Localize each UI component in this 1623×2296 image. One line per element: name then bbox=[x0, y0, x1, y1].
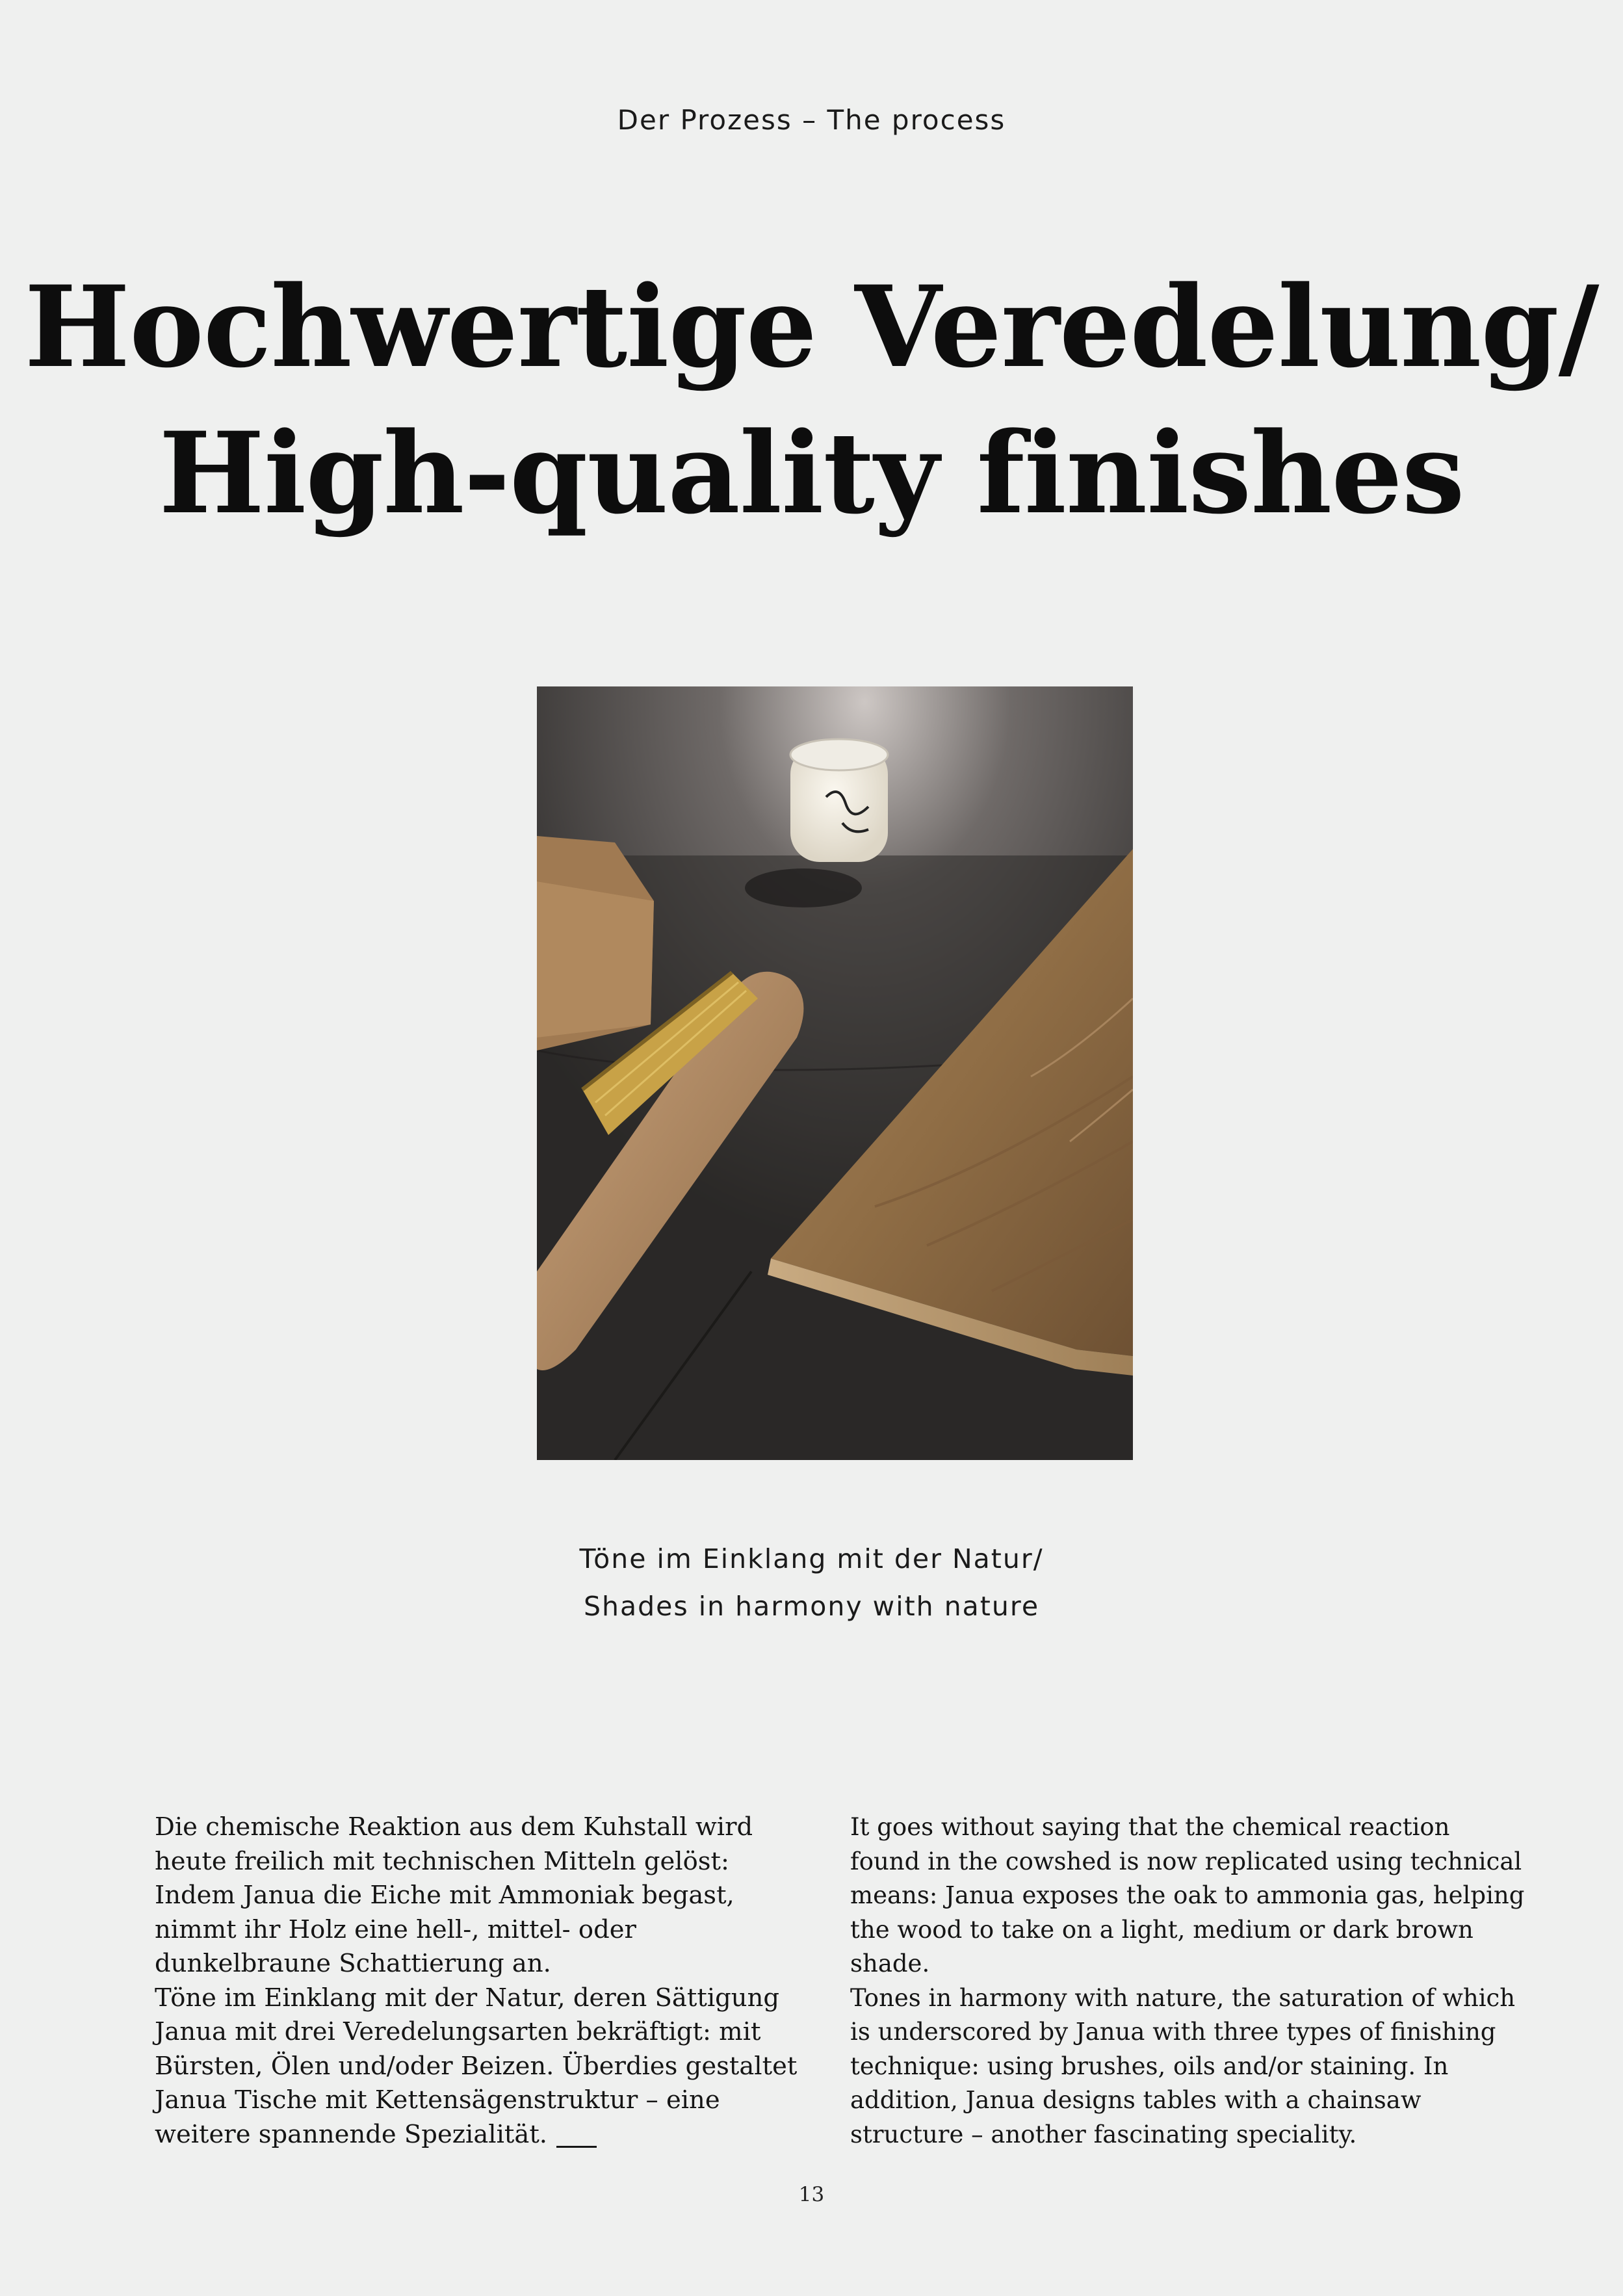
page-title bbox=[0, 254, 1623, 546]
body-column-english bbox=[850, 1810, 1526, 2152]
title-line-english: High-quality finishes bbox=[159, 407, 1464, 539]
oil-jar-shadow bbox=[745, 868, 862, 907]
paragraph-german-1: Die chemische Reaktion aus dem Kuhstall wird heute freilich mit technischen Mitteln gelöst: Indem Janua die Eiche mit Ammoniak begast, nimmt ihr Holz eine hell-, mittel- oder dunkelbraune Schattierung an. bbox=[155, 1812, 753, 1978]
product-photo bbox=[537, 686, 1133, 1460]
end-mark-line bbox=[556, 2146, 597, 2148]
section-kicker: Der Prozess – The process bbox=[617, 104, 1006, 136]
paragraph-english-1: It goes without saying that the chemical reaction found in the cowshed is now replicated using technical means: Janua exposes the oak to ammonia gas, helping the wood to take on a light, medium or dark brown shade. bbox=[850, 1813, 1525, 1977]
paragraph-english-2: Tones in harmony with nature, the saturation of which is underscored by Janua with three types of finishing technique: using brushes, oils and/or staining. In addition, Janua designs tables with a chainsaw structure – another fascinating speciality. bbox=[850, 1983, 1516, 2148]
body-column-german bbox=[155, 1810, 811, 2152]
paragraph-german-2-text: Töne im Einklang mit der Natur, deren Sättigung Janua mit drei Veredelungsarten bekräftigt: mit Bürsten, Ölen und/oder Beizen. Überdies gestaltet Janua Tische mit Kettensägenstruktur – eine weitere spannende Spezialität. bbox=[155, 1983, 798, 2149]
caption-line-german: Töne im Einklang mit der Natur/ bbox=[579, 1543, 1044, 1574]
title-line-german: Hochwertige Veredelung/ bbox=[24, 261, 1599, 393]
caption-line-english: Shades in harmony with nature bbox=[583, 1591, 1040, 1622]
photo-caption bbox=[0, 1535, 1623, 1630]
page-number: 13 bbox=[798, 2183, 825, 2206]
paragraph-german-2 bbox=[155, 1981, 811, 2152]
